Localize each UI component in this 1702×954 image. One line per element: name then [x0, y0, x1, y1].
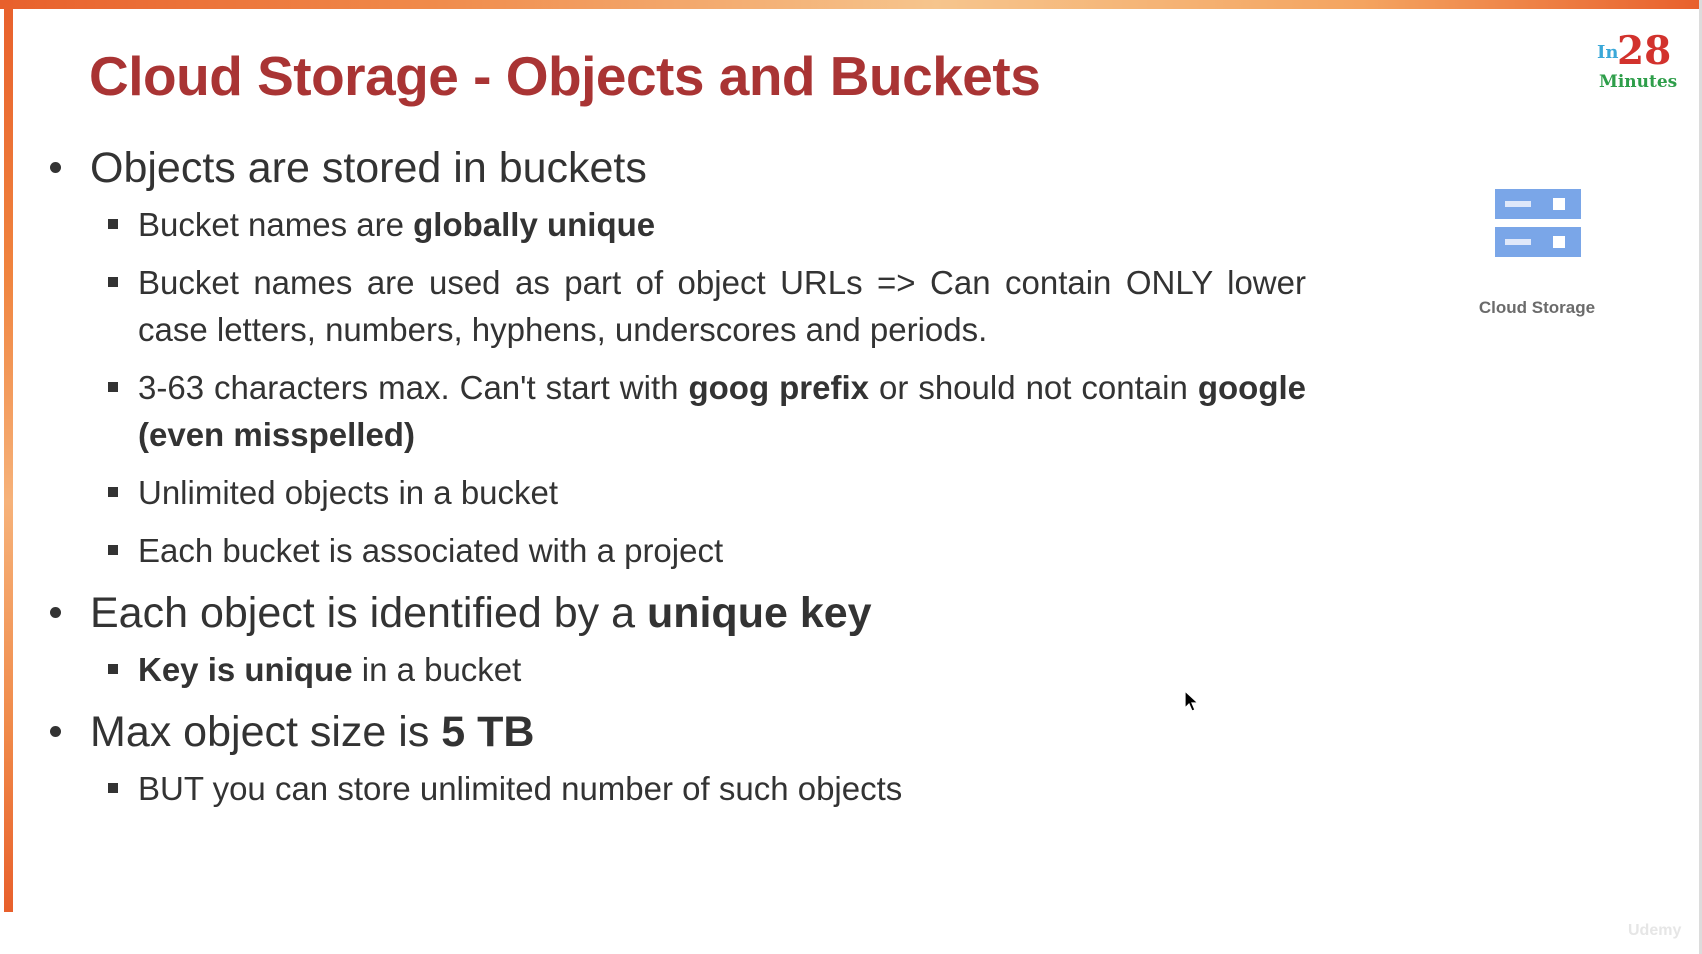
bullet-text-regular: Max object size is	[90, 708, 442, 756]
top-accent-bar	[0, 0, 1702, 9]
bullet-dot	[50, 726, 61, 737]
storage-line-top	[1505, 201, 1531, 207]
square-bullet	[108, 219, 118, 229]
bullet-dot	[50, 162, 61, 173]
bullet-item-max-size	[46, 699, 1306, 812]
sub-bullet-bold: google (even misspelled)	[138, 369, 1307, 453]
sub-bullet-text: BUT you can store unlimited number of such objects	[138, 770, 903, 807]
bullet-text-regular: Each object is identified by a	[90, 589, 647, 637]
sub-bullet-text: 3-63 characters max. Can't start with	[138, 369, 689, 406]
square-bullet	[108, 382, 118, 392]
left-accent-bar	[4, 0, 13, 912]
cloud-storage-icon	[1495, 189, 1581, 261]
storage-line-bottom	[1505, 239, 1531, 245]
logo-prefix: In	[1597, 42, 1619, 63]
bullet-text	[90, 699, 1306, 765]
logo-number: 28	[1617, 28, 1672, 74]
bullet-text	[90, 580, 1306, 646]
square-bullet	[108, 487, 118, 497]
sub-bullet-item	[90, 765, 1306, 812]
sub-bullet-text: Bucket names are	[138, 206, 414, 243]
storage-dot-bottom	[1553, 236, 1565, 248]
udemy-watermark: Udemy	[1628, 922, 1682, 939]
sub-bullet-list	[90, 646, 1306, 693]
in28minutes-logo	[1597, 28, 1677, 98]
square-bullet	[108, 277, 118, 287]
bullet-item-unique-key	[46, 580, 1306, 693]
sub-bullet-text: in a bucket	[352, 651, 522, 688]
bullet-dot	[50, 607, 61, 618]
sub-bullet-text: Bucket names are used as part of object URLs => Can contain ONLY lower case letters, numbers, hyphens, underscores and periods.	[138, 264, 1306, 348]
slide-title: Cloud Storage - Objects and Buckets	[89, 45, 1041, 107]
cloud-storage-label: Cloud Storage	[1478, 298, 1596, 317]
square-bullet	[108, 783, 118, 793]
sub-bullet-item	[90, 527, 1306, 574]
square-bullet	[108, 545, 118, 555]
bullet-list	[46, 135, 1306, 812]
sub-bullet-item	[90, 259, 1306, 353]
sub-bullet-item	[90, 469, 1306, 516]
sub-bullet-bold: Key is unique	[138, 651, 353, 688]
sub-bullet-list	[90, 201, 1306, 574]
logo-suffix: Minutes	[1599, 72, 1678, 92]
bullet-content	[46, 135, 1306, 818]
sub-bullet-item	[90, 364, 1306, 458]
bullet-item-buckets	[46, 135, 1306, 574]
bullet-text-bold: unique key	[646, 589, 872, 637]
sub-bullet-text: or should not contain	[868, 369, 1198, 406]
bullet-text: Objects are stored in buckets	[90, 144, 647, 192]
square-bullet	[108, 664, 118, 674]
sub-bullet-text: Each bucket is associated with a project	[138, 532, 724, 569]
mouse-cursor-icon	[1184, 690, 1200, 714]
sub-bullet-bold: globally unique	[413, 206, 656, 243]
sub-bullet-item	[90, 646, 1306, 693]
sub-bullet-bold: goog prefix	[688, 369, 869, 406]
storage-dot-top	[1553, 198, 1565, 210]
sub-bullet-list	[90, 765, 1306, 812]
sub-bullet-item	[90, 201, 1306, 248]
bullet-text-bold: 5 TB	[441, 708, 535, 756]
sub-bullet-text: Unlimited objects in a bucket	[138, 474, 559, 511]
